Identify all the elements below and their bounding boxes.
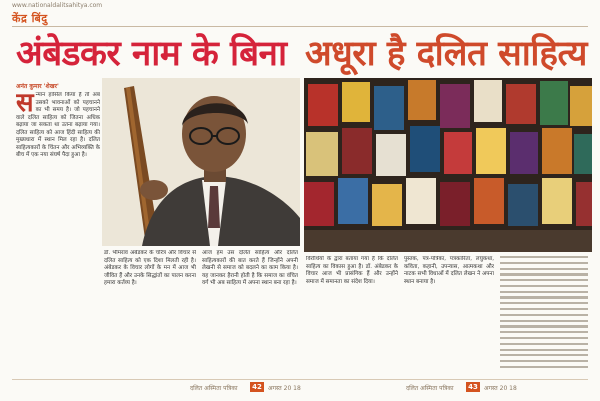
- books-illustration: [304, 78, 592, 252]
- footer-right-date: अगस्त 20 18: [484, 385, 517, 392]
- column-2-text: डॉ. भीमराव अंबेडकर के चरित्र और विचार से दलित साहित्य को एक दिशा मिलती रही है। अंबेडकर के विचार लोगों के मन में आज भी जीवित हैं और उनके सिद्धांतों का पालन करना हमारा कर्तव्य है।: [104, 250, 196, 286]
- article-byline: अनंत कुमार 'शेखर': [16, 83, 59, 90]
- drop-cap: स: [16, 92, 34, 118]
- page-number-left: 42: [250, 382, 264, 392]
- column-4-text: विरोधियों के द्वारा बताया गया है कि दलित साहित्य का विकास हुआ है। डॉ. अंबेडकर के विचार आज भी प्रासंगिक हैं और उन्होंने समाज में समानता का संदेश दिया।: [306, 256, 398, 285]
- footer-right-title: दलित अस्मिता पत्रिका: [406, 385, 454, 392]
- ambedkar-portrait-photo: [102, 78, 300, 246]
- footer-left-title: दलित अस्मिता पत्रिका: [190, 385, 238, 392]
- article-column-1: [16, 92, 100, 374]
- column-1-text: न्मान हासिल किया है तो अब उसको भावनाओं को पहचानने का भी समय है। जो पहचानने वाले दलित साहित्य को जितना अधिक बढ़ाया जा सकता था उतना बढ़ाया गया। दलित साहित्य को आज हिंदी साहित्य की मुख्यधारा में स्थान मिल रहा है। दलित साहित्यकारों के चिंतन और अभिव्यक्ति के बीच में एक नया संघर्ष पैदा हुआ है।: [16, 92, 100, 158]
- article-column-2: [104, 250, 196, 376]
- article-column-3: [202, 250, 298, 376]
- headline-left: अंबेडकर नाम के बिना: [16, 34, 287, 74]
- article-column-4: [306, 256, 398, 376]
- footer-divider: [12, 379, 588, 380]
- footer-left-date: अगस्त 20 18: [268, 385, 301, 392]
- books-photo: [304, 78, 592, 252]
- article-column-6: [500, 256, 588, 376]
- section-title: केंद्र बिंदु: [12, 12, 48, 25]
- column-5-text: पुस्तक, पत्र-पत्रिका, पत्रकारिता, लघुकथा, कविता, कहानी, उपन्यास, आत्मकथा और नाटक सभी विधाओं में दलित लेखन ने अपना स्थान बनाया है।: [404, 256, 494, 285]
- header-divider: [12, 26, 588, 27]
- portrait-illustration: [102, 78, 300, 246]
- page-number-right: 43: [466, 382, 480, 392]
- headline-right: अधूरा है दलित साहित्य: [305, 34, 587, 74]
- website-url: www.nationaldalitsahitya.com: [12, 2, 103, 9]
- column-3-text: आज हम उस दलित साहित्य और दलित साहित्यकारों की बात करते हैं जिन्होंने अपनी लेखनी से समाज को बदलने का काम किया है। यह जानकर हैरानी होती है कि समाज का वंचित वर्ग भी अब साहित्य में अपना स्थान बना रहा है।: [202, 250, 298, 286]
- article-column-5: [404, 256, 494, 376]
